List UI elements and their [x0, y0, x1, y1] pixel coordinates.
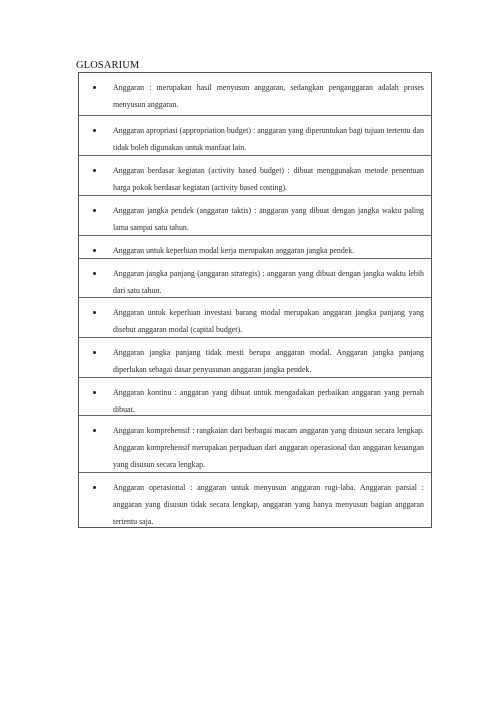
glossary-entry: Anggaran komprehensif : rangkaian dari berbagai macam anggaran yang disusun secara lengkap. Anggaran komprehensif merupakan perpaduan dari anggaran operasional dan anggaran keuangan yang disusun secara lengkap. — [113, 426, 424, 469]
bullet-icon — [93, 209, 96, 212]
bullet-icon — [93, 249, 96, 252]
glossary-entry: Anggaran kontinu : anggaran yang dibuat untuk mengadakan perbaikan anggaran yang pernah dibuat. — [113, 388, 424, 414]
glossary-entry: Anggaran berdasar kegiatan (activity based budget) : dibuat menggunakan metode penentuan harga pokok berdasar kegiatan (activity based costing). — [113, 166, 424, 192]
glossary-row — [79, 73, 431, 116]
glossary-row — [79, 298, 431, 338]
bullet-icon — [93, 129, 96, 132]
glossary-row — [79, 156, 431, 196]
glossary-row — [79, 338, 431, 378]
bullet-icon — [93, 272, 96, 275]
glossary-entry: Anggaran apropriasi (appropriation budget) : anggaran yang diperuntukan bagi tujuan tertentu dan tidak boleh digunakan untuk manfaat lain. — [113, 126, 424, 152]
glossary-entry: Anggaran untuk keperluan modal kerja merupakan anggaran jangka pendek. — [113, 246, 355, 255]
bullet-icon — [93, 429, 96, 432]
bullet-icon — [93, 86, 96, 89]
page-title: GLOSARIUM — [76, 60, 140, 71]
bullet-icon — [93, 311, 96, 314]
glossary-entry: Anggaran jangka panjang tidak mesti berupa anggaran modal. Anggaran jangka panjang diperlukan sebagai dasar penyusunan anggaran jangka pendek. — [113, 348, 424, 374]
bullet-icon — [93, 351, 96, 354]
glossary-row — [79, 196, 431, 236]
glossary-row — [79, 259, 431, 298]
bullet-icon — [93, 169, 96, 172]
glossary-entry: Anggaran jangka pendek (anggaran taktis) : anggaran yang dibuat dengan jangka waktu paling lama sampai satu tahun. — [113, 206, 424, 232]
glossary-row — [79, 378, 431, 416]
glossary-table — [78, 72, 432, 528]
glossary-entry: Anggaran : merupakan hasil menyusun anggaran, sedangkan penganggaran adalah proses menyusun anggaran. — [113, 83, 424, 109]
bullet-icon — [93, 391, 96, 394]
glossary-row — [79, 116, 431, 156]
glossary-entry: Anggaran operasional : anggaran untuk menyusun anggaran rugi-laba. Anggaran parsial : anggaran yang disusun tidak secara lengkap, anggaran yang hanya menyusun bagian anggaran tertentu saja. — [113, 483, 424, 526]
glossary-row — [79, 473, 431, 527]
glossary-entry: Anggaran jangka panjang (anggaran strategis) : anggaran yang dibuat dengan jangka waktu lebih dari satu tahun. — [113, 269, 424, 295]
glossary-row — [79, 416, 431, 473]
glossary-entry: Anggaran untuk keperluan investasi barang modal merupakan anggaran jangka panjang yang disebut anggaran modal (capital budget). — [113, 308, 424, 334]
bullet-icon — [93, 486, 96, 489]
glossary-row — [79, 236, 431, 259]
